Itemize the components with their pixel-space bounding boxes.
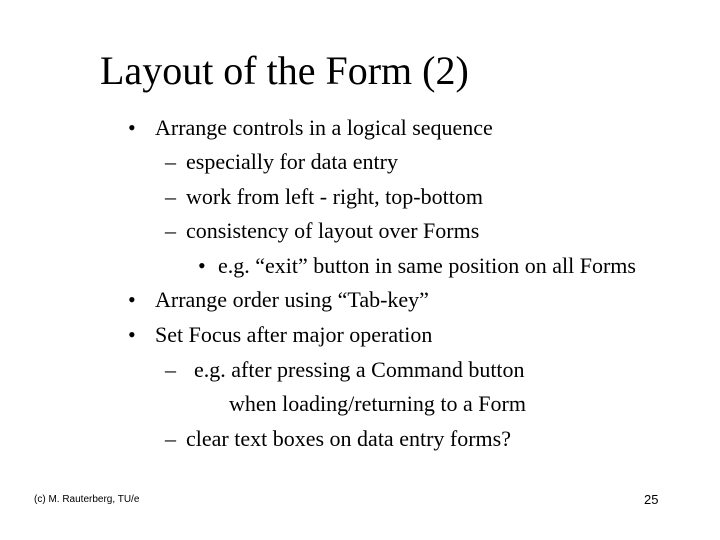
subitem-marker: – [165, 357, 176, 382]
subitem-text-command-button: e.g. after pressing a Command button [194, 357, 525, 382]
subitem-text-loading-returning: when loading/returning to a Form [229, 391, 526, 416]
bullet-marker: • [128, 287, 136, 312]
bullet-text-arrange-controls: Arrange controls in a logical sequence [155, 115, 493, 140]
subitem-marker: – [165, 184, 176, 209]
subitem-marker: – [165, 218, 176, 243]
subitem-text-data-entry: especially for data entry [186, 149, 398, 174]
subitem-text-left-right: work from left - right, top-bottom [186, 184, 483, 209]
slide-title: Layout of the Form (2) [100, 48, 469, 93]
bullet-text-set-focus: Set Focus after major operation [155, 322, 433, 347]
subitem-marker: – [165, 426, 176, 451]
bullet-marker: • [128, 115, 136, 140]
subitem-marker: – [165, 149, 176, 174]
bullet-text-tab-key: Arrange order using “Tab-key” [155, 287, 429, 312]
footer-copyright: (c) M. Rauterberg, TU/e [34, 494, 140, 505]
subitem-text-consistency: consistency of layout over Forms [186, 218, 480, 243]
bullet-marker: • [128, 322, 136, 347]
subitem-text-clear-text-boxes: clear text boxes on data entry forms? [186, 426, 511, 451]
subsub-marker: • [198, 253, 206, 278]
subsub-text-exit-button: e.g. “exit” button in same position on all Forms [218, 253, 636, 278]
page-number: 25 [644, 492, 659, 507]
